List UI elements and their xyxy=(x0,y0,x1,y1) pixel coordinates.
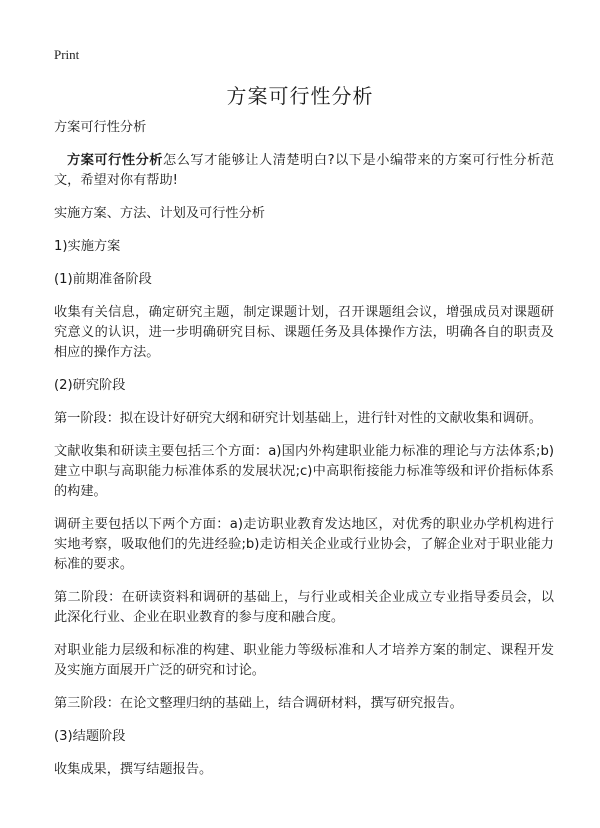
paragraph: 第一阶段：拟在设计好研究大纲和研究计划基础上，进行针对性的文献收集和调研。 xyxy=(54,411,542,426)
phase-heading: (1)前期准备阶段 xyxy=(54,272,152,287)
intro-paragraph xyxy=(54,151,554,191)
print-link[interactable]: Print xyxy=(54,47,80,62)
paragraph: 第二阶段：在研读资料和调研的基础上，与行业或相关企业成立专业指导委员会，以此深化行业、企业在职业教育的参与度和融合度。 xyxy=(54,590,554,625)
paragraph: 收集成果，撰写结题报告。 xyxy=(54,762,213,777)
article-body xyxy=(54,118,554,793)
section-heading: 实施方案、方法、计划及可行性分析 xyxy=(54,206,265,221)
paragraph: 对职业能力层级和标准的构建、职业能力等级标准和人才培养方案的制定、课程开发及实施方面展开广泛的研究和讨论。 xyxy=(54,643,554,678)
intro-keyword: 方案可行性分析 xyxy=(67,153,163,168)
section-heading: 1)实施方案 xyxy=(54,239,121,254)
paragraph: 调研主要包括以下两个方面：a)走访职业教育发达地区，对优秀的职业办学机构进行实地考察，吸取他们的先进经验;b)走访相关企业或行业协会，了解企业对于职业能力标准的要求。 xyxy=(54,517,554,572)
page-title: 方案可行性分析 xyxy=(226,84,374,108)
paragraph: 第三阶段：在论文整理归纳的基础上，结合调研材料，撰写研究报告。 xyxy=(54,696,463,711)
paragraph: 文献收集和研读主要包括三个方面：a)国内外构建职业能力标准的理论与方法体系;b)建立中职与高职能力标准体系的发展状况;c)中高职衔接能力标准等级和评价指标体系的构建。 xyxy=(54,444,554,499)
article-subtitle: 方案可行性分析 xyxy=(54,120,147,135)
phase-heading: (3)结题阶段 xyxy=(54,729,126,744)
paragraph: 收集有关信息，确定研究主题，制定课题计划，召开课题组会议，增强成员对课题研究意义的认识，进一步明确研究目标、课题任务及具体操作方法，明确各自的职责及相应的操作方法。 xyxy=(54,305,554,360)
intro-text: 怎么写才能够让人清楚明白?以下是小编带来的方案可行性分析范文，希望对你有帮助! xyxy=(54,153,554,188)
phase-heading: (2)研究阶段 xyxy=(54,378,126,393)
